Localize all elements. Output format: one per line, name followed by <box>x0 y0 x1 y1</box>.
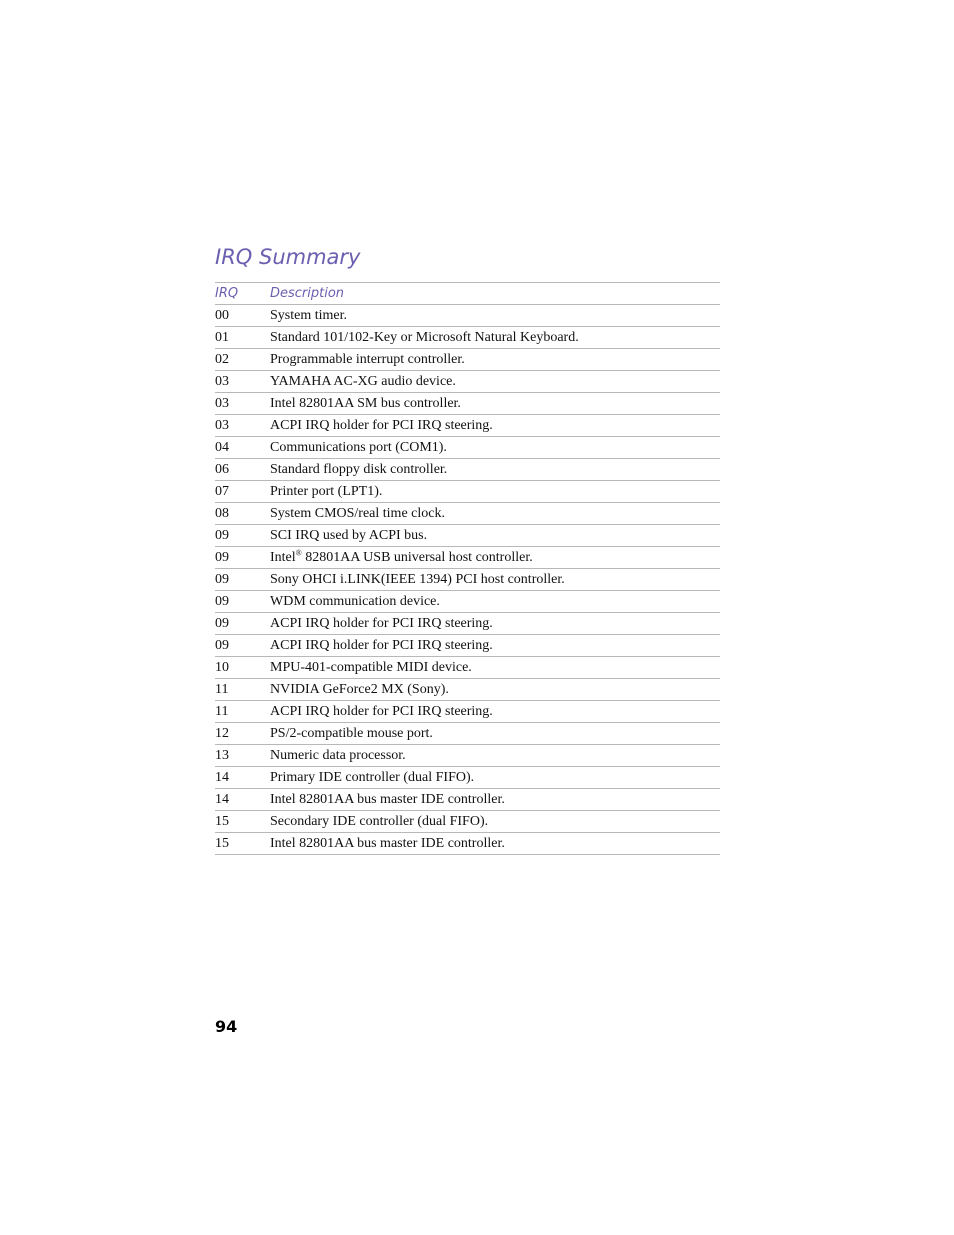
description-cell: ACPI IRQ holder for PCI IRQ steering. <box>270 701 720 723</box>
description-cell: WDM communication device. <box>270 591 720 613</box>
irq-cell: 03 <box>215 371 270 393</box>
description-cell: System timer. <box>270 305 720 327</box>
table-row <box>215 745 720 767</box>
irq-cell: 13 <box>215 745 270 767</box>
irq-cell: 09 <box>215 635 270 657</box>
registered-mark: ® <box>295 547 302 557</box>
description-cell: Intel 82801AA SM bus controller. <box>270 393 720 415</box>
table-row <box>215 371 720 393</box>
description-cell: Secondary IDE controller (dual FIFO). <box>270 811 720 833</box>
description-cell: Standard 101/102-Key or Microsoft Natural Keyboard. <box>270 327 720 349</box>
description-cell: Standard floppy disk controller. <box>270 459 720 481</box>
table-row <box>215 547 720 569</box>
description-text: Intel <box>270 549 296 565</box>
irq-cell: 02 <box>215 349 270 371</box>
section-title: IRQ Summary <box>215 245 361 269</box>
table-header-row <box>215 283 720 305</box>
table-row <box>215 327 720 349</box>
irq-cell: 09 <box>215 569 270 591</box>
table-row <box>215 701 720 723</box>
irq-cell: 10 <box>215 657 270 679</box>
table-row <box>215 723 720 745</box>
description-cell: Printer port (LPT1). <box>270 481 720 503</box>
description-column-header: Description <box>270 283 720 305</box>
irq-table <box>215 282 720 855</box>
description-cell <box>270 547 720 569</box>
description-cell: Intel 82801AA bus master IDE controller. <box>270 789 720 811</box>
irq-cell: 00 <box>215 305 270 327</box>
table-row <box>215 525 720 547</box>
table-row <box>215 767 720 789</box>
table-row <box>215 569 720 591</box>
description-cell: System CMOS/real time clock. <box>270 503 720 525</box>
irq-table-body <box>215 305 720 855</box>
description-cell: PS/2-compatible mouse port. <box>270 723 720 745</box>
irq-cell: 01 <box>215 327 270 349</box>
irq-cell: 06 <box>215 459 270 481</box>
description-text-rest: 82801AA USB universal host controller. <box>301 549 533 565</box>
irq-cell: 04 <box>215 437 270 459</box>
irq-cell: 15 <box>215 811 270 833</box>
description-cell: Sony OHCI i.LINK(IEEE 1394) PCI host controller. <box>270 569 720 591</box>
description-cell: NVIDIA GeForce2 MX (Sony). <box>270 679 720 701</box>
irq-cell: 09 <box>215 591 270 613</box>
table-row <box>215 613 720 635</box>
irq-cell: 03 <box>215 393 270 415</box>
table-row <box>215 481 720 503</box>
irq-cell: 14 <box>215 767 270 789</box>
description-cell: ACPI IRQ holder for PCI IRQ steering. <box>270 613 720 635</box>
table-row <box>215 811 720 833</box>
description-cell: MPU-401-compatible MIDI device. <box>270 657 720 679</box>
description-cell: ACPI IRQ holder for PCI IRQ steering. <box>270 415 720 437</box>
irq-cell: 09 <box>215 547 270 569</box>
description-cell: YAMAHA AC-XG audio device. <box>270 371 720 393</box>
irq-column-header: IRQ <box>215 283 270 305</box>
page-number: 94 <box>215 1017 238 1036</box>
irq-cell: 11 <box>215 701 270 723</box>
irq-cell: 15 <box>215 833 270 855</box>
irq-cell: 03 <box>215 415 270 437</box>
irq-cell: 12 <box>215 723 270 745</box>
description-cell: SCI IRQ used by ACPI bus. <box>270 525 720 547</box>
description-cell: ACPI IRQ holder for PCI IRQ steering. <box>270 635 720 657</box>
table-row <box>215 415 720 437</box>
description-cell: Intel 82801AA bus master IDE controller. <box>270 833 720 855</box>
irq-cell: 09 <box>215 525 270 547</box>
table-row <box>215 679 720 701</box>
table-row <box>215 591 720 613</box>
description-cell: Communications port (COM1). <box>270 437 720 459</box>
table-row <box>215 833 720 855</box>
irq-cell: 09 <box>215 613 270 635</box>
table-row <box>215 503 720 525</box>
table-row <box>215 657 720 679</box>
irq-cell: 08 <box>215 503 270 525</box>
table-row <box>215 437 720 459</box>
table-row <box>215 789 720 811</box>
description-cell: Programmable interrupt controller. <box>270 349 720 371</box>
table-row <box>215 349 720 371</box>
description-cell: Primary IDE controller (dual FIFO). <box>270 767 720 789</box>
table-row <box>215 305 720 327</box>
table-row <box>215 635 720 657</box>
table-row <box>215 393 720 415</box>
description-cell: Numeric data processor. <box>270 745 720 767</box>
irq-cell: 07 <box>215 481 270 503</box>
irq-cell: 11 <box>215 679 270 701</box>
table-row <box>215 459 720 481</box>
irq-cell: 14 <box>215 789 270 811</box>
